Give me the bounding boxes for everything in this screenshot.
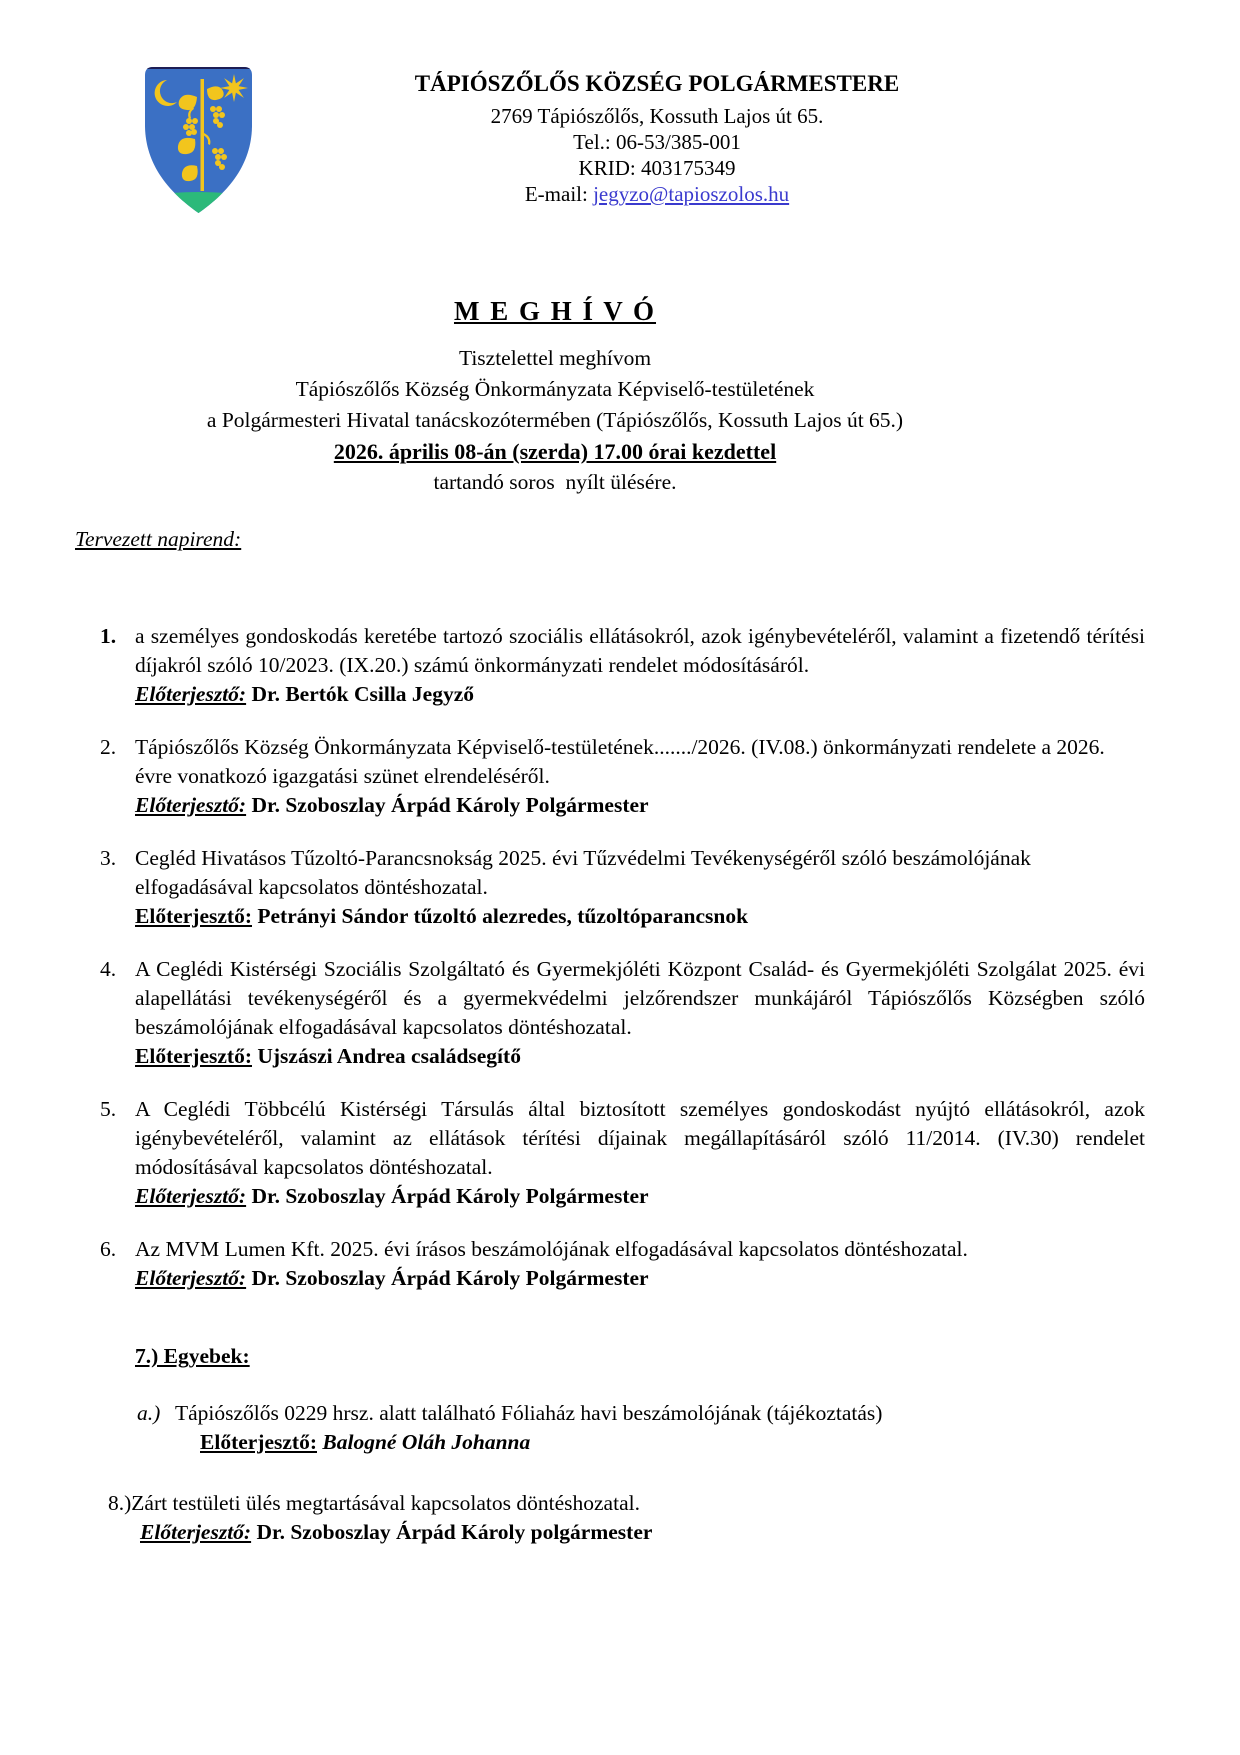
invitation-title: M E G H Í V Ó [453, 296, 657, 326]
agenda-item-6 [100, 1235, 1145, 1293]
agenda-item-2 [100, 733, 1145, 820]
invitation-line-2: Tápiószőlős Község Önkormányzata Képviselő-testületének [295, 377, 815, 401]
invitation-line-1: Tisztelettel meghívom [458, 346, 652, 370]
invitation-line-5: tartandó soros nyílt ülésére. [433, 470, 677, 494]
agenda-item-1 [100, 622, 1145, 709]
agenda-item-5 [100, 1095, 1145, 1211]
email-link[interactable]: jegyzo@tapioszolos.hu [593, 182, 790, 206]
org-email-line [260, 181, 1054, 207]
presenter-label: Előterjesztő: [200, 1430, 317, 1454]
item-text: Tápiószőlős Község Önkormányzata Képviselő-testületének......./2026. (IV.08.) önkormányzati rendelete a 2026. évre vonatkozó igazgatási szünet elrendeléséről. [135, 735, 1105, 788]
presenter-name: Dr. Szoboszlay Árpád Károly Polgármester [251, 793, 649, 817]
letterhead-text [260, 63, 1054, 215]
letterhead [137, 63, 1054, 215]
presenter-name: Dr. Szoboszlay Árpád Károly polgármester [256, 1520, 653, 1544]
item-text: a személyes gondoskodás keretébe tartozó szociális ellátásokról, azok igénybevételéről, valamint a fizetendő térítési díjakról szóló 10/2023. (IX.20.) számú önkormányzati rendelet módosításáról. [135, 624, 1145, 677]
invitation-datetime: 2026. április 08-án (szerda) 17.00 órai kezdettel [333, 439, 777, 464]
invitation-line-3: a Polgármesteri Hivatal tanácskozótermében (Tápiószőlős, Kossuth Lajos út 65.) [206, 408, 904, 432]
item-number: 8.) [108, 1491, 132, 1515]
presenter-name: Dr. Bertók Csilla Jegyző [251, 682, 475, 706]
item-number: 2. [100, 735, 117, 759]
item-presenter-line [135, 680, 1145, 709]
item-presenter-line [135, 1264, 1145, 1293]
item-presenter-line [135, 1182, 1145, 1211]
item-text: Az MVM Lumen Kft. 2025. évi írásos beszámolójának elfogadásával kapcsolatos döntéshozatal. [135, 1237, 968, 1261]
item-presenter-line [135, 902, 1145, 931]
presenter-name: Dr. Szoboszlay Árpád Károly Polgármester [251, 1184, 649, 1208]
item-number: 6. [100, 1237, 117, 1261]
item-text: A Ceglédi Többcélú Kistérségi Társulás által biztosított személyes gondoskodást nyújtó ellátásokról, azok igénybevételéről, valamint az ellátások térítési díjainak megállapításáról szóló 11/2014. (IV.30) rendelet módosításával kapcsolatos döntéshozatal. [135, 1097, 1145, 1179]
agenda-other-heading-row [135, 1342, 1145, 1371]
item-number: 3. [100, 846, 117, 870]
agenda-other-heading: 7.) Egyebek: [135, 1344, 250, 1368]
coat-of-arms-icon [137, 63, 260, 215]
item-presenter-line [135, 1042, 1145, 1071]
agenda-list [100, 622, 1145, 1547]
invitation-block [75, 296, 1035, 498]
presenter-name: Balogné Oláh Johanna [322, 1430, 531, 1454]
presenter-label: Előterjesztő: [135, 682, 247, 706]
crest-top-band [137, 63, 260, 69]
item-text: A Ceglédi Kistérségi Szociális Szolgáltató és Gyermekjóléti Központ Család- és Gyermekjóléti Szolgálat 2025. évi alapellátási tevékenységéről és a gyermekvédelmi jelzőrendszer munkájáról Tápiószőlős Községben szóló beszámolójának elfogadásával kapcsolatos döntéshozatal. [135, 957, 1145, 1039]
email-label: E-mail: [524, 182, 594, 206]
item-text: Zárt testületi ülés megtartásával kapcsolatos döntéshozatal. [131, 1491, 640, 1515]
item-number: 1. [100, 624, 117, 648]
agenda-sub-item-a [137, 1399, 1145, 1457]
presenter-label: Előterjesztő: [135, 904, 252, 928]
agenda-item-4 [100, 955, 1145, 1071]
presenter-label: Előterjesztő: [135, 1184, 247, 1208]
org-address: 2769 Tápiószőlős, Kossuth Lajos út 65. [490, 104, 824, 128]
item-number: 4. [100, 957, 117, 981]
sub-item-marker: a.) [137, 1401, 161, 1425]
item-number: 5. [100, 1097, 117, 1121]
org-title: TÁPIÓSZŐLŐS KÖZSÉG POLGÁRMESTERE [414, 71, 900, 96]
presenter-label: Előterjesztő: [140, 1520, 252, 1544]
agenda-item-3 [100, 844, 1145, 931]
sub-item-text: Tápiószőlős 0229 hrsz. alatt található Fóliaház havi beszámolójának (tájékoztatás) [175, 1401, 883, 1425]
org-phone: Tel.: 06-53/385-001 [573, 130, 741, 154]
crest-green-base [137, 192, 260, 215]
presenter-name: Dr. Szoboszlay Árpád Károly Polgármester [251, 1266, 649, 1290]
presenter-name: Ujszászi Andrea családsegítő [257, 1044, 521, 1068]
presenter-label: Előterjesztő: [135, 1044, 252, 1068]
presenter-label: Előterjesztő: [135, 1266, 247, 1290]
presenter-label: Előterjesztő: [135, 793, 247, 817]
item-presenter-line [140, 1518, 1145, 1547]
agenda-heading: Tervezett napirend: [75, 527, 242, 551]
presenter-name: Petrányi Sándor tűzoltó alezredes, tűzoltóparancsnok [257, 904, 749, 928]
item-presenter-line [135, 791, 1145, 820]
agenda-item-8 [108, 1489, 1145, 1547]
item-text: Cegléd Hivatásos Tűzoltó-Parancsnokság 2025. évi Tűzvédelmi Tevékenységéről szóló beszámolójának elfogadásával kapcsolatos döntéshozatal. [135, 846, 1031, 899]
sub-item-presenter-line [200, 1428, 1145, 1457]
org-krid: KRID: 403175349 [578, 156, 736, 180]
